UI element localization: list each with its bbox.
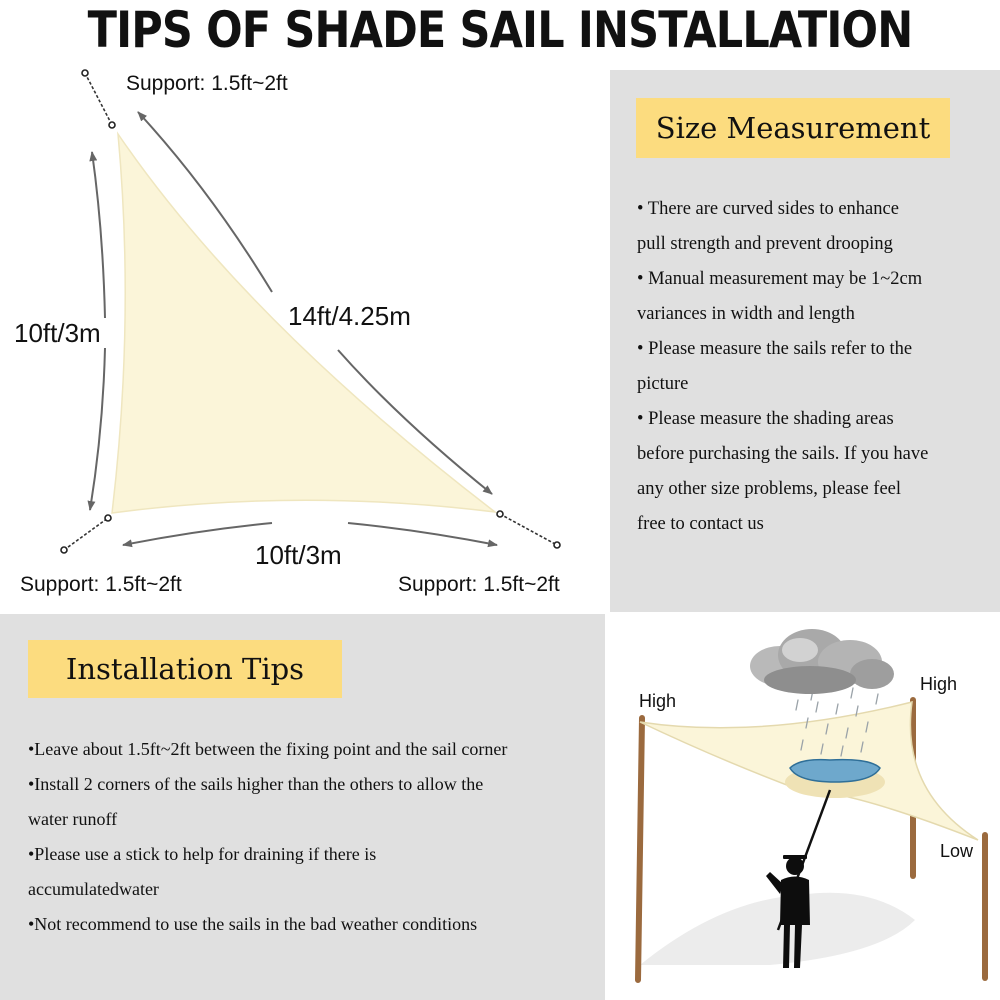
text-line: before purchasing the sails. If you have: [637, 444, 929, 464]
text-line: variances in width and length: [637, 304, 855, 324]
text-line: accumulatedwater: [28, 879, 159, 899]
size-measurement-heading: Size Measurement: [636, 98, 950, 158]
installation-tips-text: [28, 732, 600, 942]
text-line: •Not recommend to use the sails in the bad weather conditions: [28, 914, 478, 934]
installation-scene-illustration: [610, 615, 1000, 1000]
support-label-bottom-left: Support: 1.5ft~2ft: [20, 573, 182, 596]
hypotenuse-dimension: 14ft/4.25m: [288, 301, 411, 331]
low-corner-label: Low: [940, 841, 974, 861]
high-corner-label-left: High: [639, 691, 677, 711]
text-line: •Please use a stick to help for draining if there is: [28, 844, 377, 864]
text-line: free to contact us: [637, 514, 764, 534]
support-label-top: Support: 1.5ft~2ft: [126, 72, 288, 95]
high-corner-label-right: High: [920, 674, 958, 694]
bottom-side-dimension: 10ft/3m: [255, 540, 342, 570]
installation-tips-heading: Installation Tips: [28, 640, 342, 698]
text-line: water runoff: [28, 809, 118, 829]
text-line: pull strength and prevent drooping: [637, 234, 893, 254]
water-puddle: [790, 760, 880, 782]
support-label-bottom-right: Support: 1.5ft~2ft: [398, 573, 560, 596]
text-line: •Leave about 1.5ft~2ft between the fixing point and the sail corner: [28, 739, 508, 759]
storm-cloud: [750, 629, 894, 694]
text-line: • Please measure the sails refer to the: [637, 339, 913, 359]
text-line: any other size problems, please feel: [637, 479, 902, 499]
text-line: • Please measure the shading areas: [637, 409, 894, 429]
text-line: • Manual measurement may be 1~2cm: [637, 269, 923, 289]
page-title: TIPS OF SHADE SAIL INSTALLATION: [87, 1, 913, 59]
text-line: •Install 2 corners of the sails higher than the others to allow the: [28, 774, 484, 794]
size-measurement-text: [637, 192, 977, 542]
text-line: picture: [637, 374, 689, 394]
text-line: • There are curved sides to enhance: [637, 199, 899, 219]
left-side-dimension: 10ft/3m: [14, 318, 101, 348]
